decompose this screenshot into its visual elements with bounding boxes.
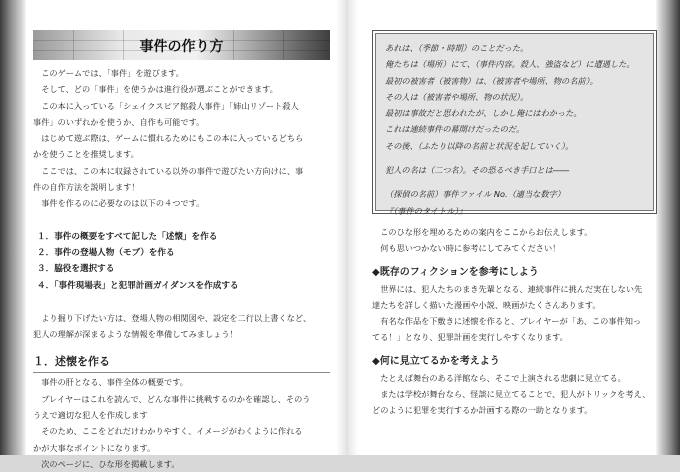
intro-line: はじめて遊ぶ際は、ゲームに慣れるためにもこの本に入っているどちら [41, 133, 304, 144]
page-edge-shadow-left [0, 0, 26, 455]
requirement-item: ３．脇役を選択する [37, 264, 115, 275]
template-line: その後、（ふたり以降の名前と状況を記していく）。 [385, 140, 574, 151]
intro-paragraph [33, 65, 330, 212]
template-line: あれは、（季節・時期）のことだった。 [385, 43, 529, 53]
intro-line: かを使うことを推奨します。 [33, 149, 139, 160]
template-box [372, 30, 657, 214]
stage-body [372, 370, 657, 419]
right-page [372, 30, 657, 419]
template-title-line: 『（事件のタイトル）』 [385, 205, 467, 216]
left-page [33, 30, 330, 472]
section-heading: １．述懐を作る [33, 354, 330, 373]
stage-line: どのように犯罪を実行するか計画する際の一助となります。 [372, 405, 593, 416]
template-spacer [385, 154, 645, 162]
intro-line: このゲームでは、「事件」を遊びます。 [41, 68, 184, 78]
intro-line: ここでは、この本に収録されている以外の事件で遊びたい方向けに、事 [41, 165, 304, 176]
template-line: これは連続事件の幕開けだったのだ。 [385, 124, 525, 135]
page-title: 事件の作り方 [139, 39, 224, 55]
section-line: かが大事なポイントになります。 [33, 442, 156, 453]
intro-line: そして、どの「事件」を使うかは進行役が選ぶことができます。 [41, 84, 278, 95]
explain-line: より掘り下げたい方は、登場人物の相関図や、設定を二行以上書くなど、 [41, 312, 312, 323]
section-line: うえで適切な犯人を作成します [33, 410, 148, 421]
explain-line: 犯人の理解が深まるような情報を準備してみましょう！ [33, 329, 238, 340]
stage-line: または学校が舞台なら、怪談に見立てることで、犯人がトリックを考え、 [380, 389, 651, 400]
template-line: その人は（被害者や場所、物の状況）。 [385, 91, 529, 102]
template-line: 最初は事故だと思われたが、しかし俺にはわかった。 [385, 108, 582, 119]
section-body [33, 374, 330, 472]
template-line: 最初の被害者（被害物）は、（被害者や場所、物の名前）。 [385, 75, 598, 86]
title-banner [33, 30, 330, 60]
fiction-line: 達たちを詳しく描いた漫画や小説、映画がたくさんあります。 [372, 299, 601, 310]
template-content [375, 33, 654, 216]
intro-line: この本に入っている「シェイクスピア館殺人事件」「姉山リゾート殺人 [41, 100, 299, 111]
book-gutter [336, 0, 358, 455]
template-file-line: （探偵の名前）事件ファイル No.（適当な数字） [385, 189, 565, 200]
requirement-item: ４．「事件現場表」と犯罪計画ガイダンスを作成する [37, 280, 239, 291]
requirement-item: １．事件の概要をすべて記した「述懐」を作る [37, 231, 218, 242]
fiction-line: てる！」となり、犯罪計画を実行しやすくなります。 [372, 332, 568, 343]
guide-intro [372, 224, 657, 257]
template-spacer [385, 178, 645, 186]
fiction-body [372, 281, 657, 346]
section-line: 次のページに、ひな形を掲載します。 [41, 458, 180, 469]
requirement-item: ２．事件の登場人物（モブ）を作る [37, 247, 175, 258]
explain-paragraph [33, 310, 330, 343]
fiction-line: 有名な作品を下敷きに述懐を作ると、プレイヤーが「あ、この事件知っ [380, 316, 642, 327]
template-line: 俺たちは（場所）にて、（事件内容。殺人、強盗など）に遭遇した。 [385, 59, 635, 70]
guide-line: 何も思いつかない時に参考にしてみてください！ [380, 243, 561, 254]
page-edge-shadow-right [656, 0, 680, 455]
section-line: プレイヤーはこれを読んで、どんな事件に挑戦するのかを確認し、そのう [41, 393, 311, 404]
template-culprit-line: 犯人の名は（二つ名）。その恐るべき手口とは―― [385, 165, 570, 176]
intro-line: 件の自作方法を説明します！ [33, 182, 140, 193]
intro-line: 事件を作るのに必要なのは以下の４つです。 [41, 198, 205, 209]
stage-heading: ◆何に見立てるかを考えよう [372, 355, 500, 367]
section-line: 事件の肝となる、事件全体の概要です。 [41, 377, 188, 388]
intro-line: 事件」のいずれかを使うか、自作も可能です。 [33, 116, 205, 127]
guide-line: このひな形を埋めるための案内をここからお伝えします。 [380, 227, 593, 237]
section-line: そのため、ここをどれだけわかりやすく、イメージがわくように作れる [41, 426, 303, 437]
stage-line: たとえば舞台のある洋館なら、そこで上演される悲劇に見立てる。 [380, 372, 626, 383]
fiction-line: 世界には、犯人たちのまき先輩となる、連続事件に挑んだ実在しない先 [380, 283, 643, 294]
fiction-heading: ◆既存のフィクションを参考にしよう [372, 266, 539, 278]
requirements-list [33, 229, 330, 294]
